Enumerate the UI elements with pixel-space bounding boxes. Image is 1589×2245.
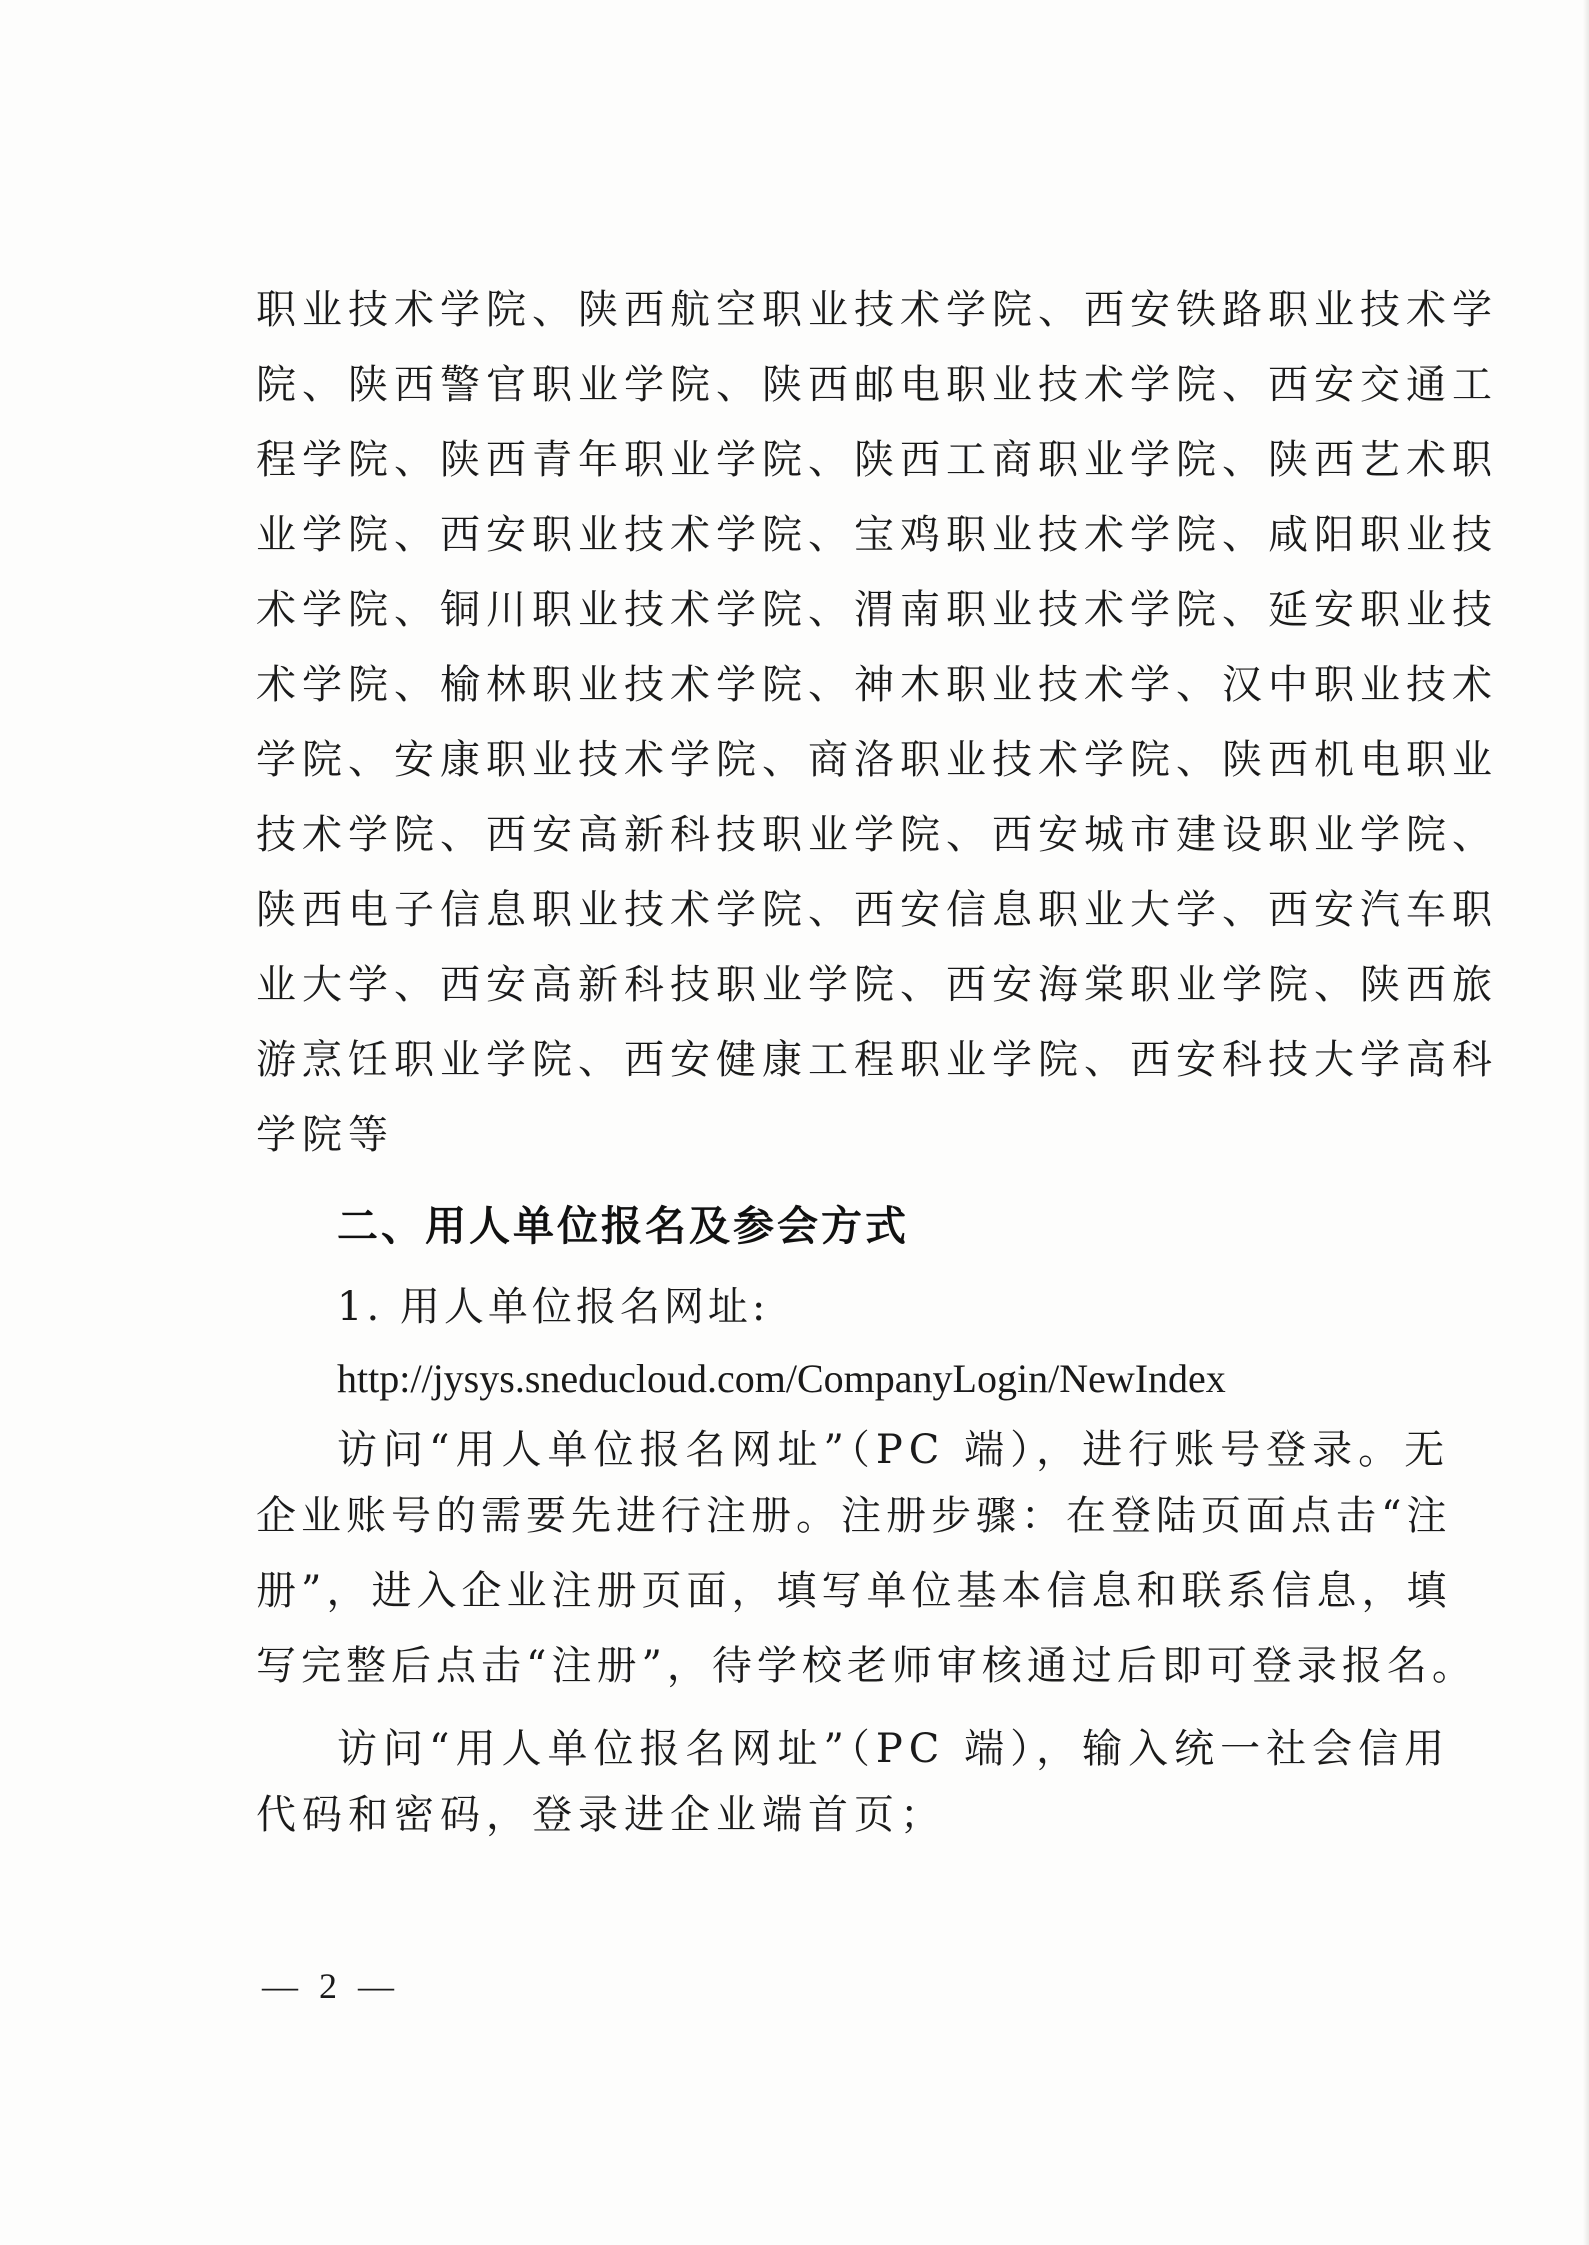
- college-list-line: 术学院、铜川职业技术学院、渭南职业技术学院、延安职业技: [256, 587, 1498, 633]
- paragraph-line: 代码和密码，登录进企业端首页；: [256, 1792, 946, 1838]
- college-list-line: 学院、安康职业技术学院、商洛职业技术学院、陕西机电职业: [256, 737, 1498, 783]
- college-list-line: 业大学、西安高新科技职业学院、西安海棠职业学院、陕西旅: [256, 962, 1498, 1008]
- paragraph-line: 企业账号的需要先进行注册。注册步骤：在登陆页面点击“注: [256, 1493, 1452, 1539]
- college-list-line: 陕西电子信息职业技术学院、西安信息职业大学、西安汽车职: [256, 887, 1498, 933]
- college-list-line: 游烹饪职业学院、西安健康工程职业学院、西安科技大学高科: [256, 1037, 1498, 1083]
- college-list-line: 术学院、榆林职业技术学院、神木职业技术学、汉中职业技术: [256, 662, 1498, 708]
- page-number: — 2 —: [262, 1966, 400, 2006]
- scan-edge: [1583, 0, 1589, 2245]
- paragraph-line: 写完整后点击“注册”，待学校老师审核通过后即可登录报名。: [256, 1643, 1477, 1689]
- paragraph-line: 册”，进入企业注册页面，填写单位基本信息和联系信息，填: [256, 1568, 1452, 1614]
- section-heading: 二、用人单位报名及参会方式: [337, 1202, 909, 1250]
- registration-url: http://jysys.sneducloud.com/CompanyLogin/NewIndex: [337, 1356, 1226, 1401]
- paragraph-line: 访问“用人单位报名网址”（PC 端），进行账号登录。无: [337, 1427, 1451, 1473]
- college-list-line: 院、陕西警官职业学院、陕西邮电职业技术学院、西安交通工: [256, 362, 1498, 408]
- college-list-line: 业学院、西安职业技术学院、宝鸡职业技术学院、咸阳职业技: [256, 512, 1498, 558]
- item-label: 1. 用人单位报名网址:: [337, 1284, 770, 1330]
- college-list-line: 技术学院、西安高新科技职业学院、西安城市建设职业学院、: [256, 812, 1498, 858]
- college-list-line: 程学院、陕西青年职业学院、陕西工商职业学院、陕西艺术职: [256, 437, 1498, 483]
- paragraph-line: 访问“用人单位报名网址”（PC 端），输入统一社会信用: [337, 1726, 1451, 1772]
- college-list-line: 职业技术学院、陕西航空职业技术学院、西安铁路职业技术学: [256, 287, 1498, 333]
- college-list-line: 学院等: [256, 1112, 394, 1158]
